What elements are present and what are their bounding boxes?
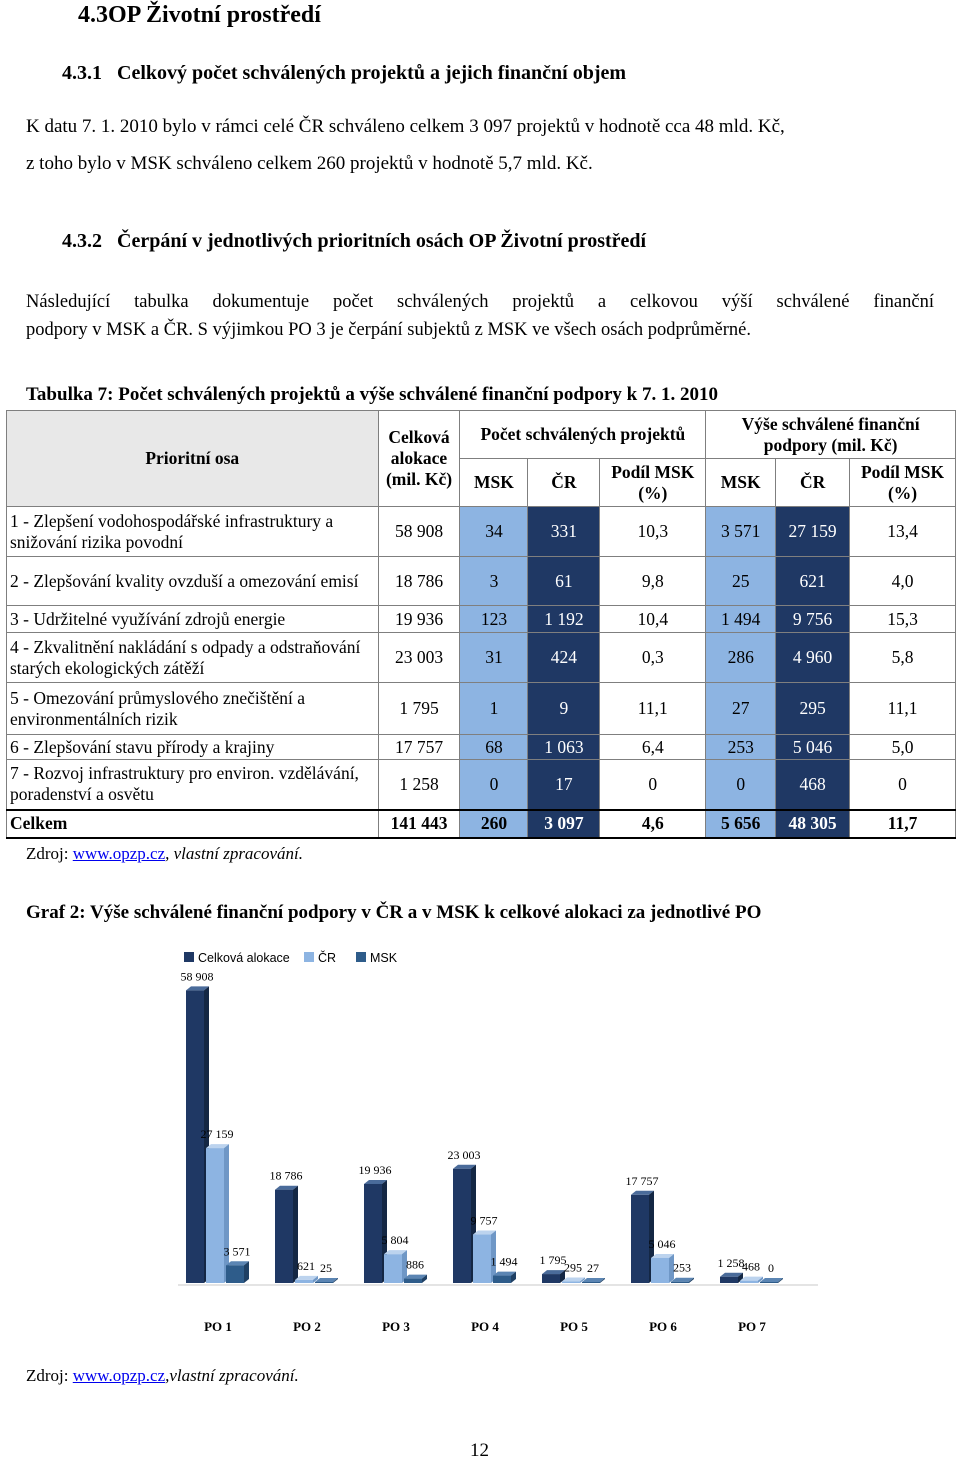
source-suffix: , vlastní zpracování. — [165, 844, 304, 863]
bar-ČR-PO 2 — [295, 1280, 313, 1283]
category-label: PO 3 — [382, 1319, 410, 1334]
source-prefix: Zdroj: — [26, 844, 73, 863]
bar-value-label: 5 804 — [381, 1233, 409, 1248]
total-cnt-share: 4,6 — [600, 810, 706, 838]
chart-bars — [178, 969, 818, 1285]
row-amt-cr: 9 756 — [776, 606, 850, 633]
row-amt-share: 13,4 — [850, 507, 956, 557]
bar-value-label: 1 795 — [539, 1253, 567, 1268]
section-heading: 4.3OP Životní prostředí — [78, 2, 321, 28]
row-amt-cr: 295 — [776, 683, 850, 735]
legend-label-1: ČR — [318, 951, 337, 965]
row-amt-share: 5,0 — [850, 735, 956, 760]
row-cnt-msk: 31 — [460, 633, 528, 683]
bar-value-label: 58 908 — [180, 969, 214, 984]
row-cnt-msk: 68 — [460, 735, 528, 760]
bar-value-label: 295 — [564, 1260, 582, 1275]
row-cnt-share: 0 — [600, 760, 706, 810]
page-number: 12 — [470, 1440, 489, 1461]
header-count-cr: ČR — [528, 459, 600, 507]
bar-side — [224, 1144, 229, 1283]
row-amt-msk: 3 571 — [706, 507, 776, 557]
row-cnt-share: 10,3 — [600, 507, 706, 557]
row-cnt-share: 11,1 — [600, 683, 706, 735]
category-label: PO 1 — [204, 1319, 232, 1334]
category-label: PO 6 — [649, 1319, 677, 1334]
row-axis: 1 - Zlepšení vodohospodářské infrastruktury a snižování rizika povodní — [7, 507, 379, 557]
table-row — [7, 735, 956, 760]
chart-legend — [184, 950, 398, 965]
bar-ČR-PO 6 — [651, 1258, 669, 1283]
row-alloc: 19 936 — [378, 606, 460, 633]
row-alloc: 23 003 — [378, 633, 460, 683]
subsection-heading-1: 4.3.1 Celkový počet schválených projektů a jejich finanční objem — [62, 62, 627, 84]
graph-caption: Graf 2: Výše schválené finanční podpory v ČR a v MSK k celkové alokaci za jednotlivé PO — [26, 902, 762, 923]
row-alloc: 17 757 — [378, 735, 460, 760]
row-cnt-msk: 1 — [460, 683, 528, 735]
subsection-heading-2: 4.3.2 Čerpání v jednotlivých prioritních osách OP Životní prostředí — [62, 230, 647, 252]
row-cnt-share: 9,8 — [600, 557, 706, 606]
bar-value-label: 621 — [297, 1258, 315, 1273]
row-cnt-msk: 34 — [460, 507, 528, 557]
legend-swatch-1 — [304, 952, 314, 962]
table-row — [7, 760, 956, 810]
bar-Celková alokace-PO 2 — [275, 1190, 293, 1283]
row-amt-share: 4,0 — [850, 557, 956, 606]
bar-ČR-PO 3 — [384, 1254, 402, 1283]
bar-Celková alokace-PO 7 — [720, 1277, 738, 1283]
row-cnt-msk: 3 — [460, 557, 528, 606]
table-caption: Tabulka 7: Počet schválených projektů a výše schválené finanční podpory k 7. 1. 2010 — [26, 384, 718, 405]
row-amt-msk: 0 — [706, 760, 776, 810]
row-cnt-share: 6,4 — [600, 735, 706, 760]
row-amt-cr: 27 159 — [776, 507, 850, 557]
table-row — [7, 633, 956, 683]
bar-ČR-PO 4 — [473, 1235, 491, 1283]
bar-value-label: 9 757 — [470, 1213, 498, 1228]
header-count-msk: MSK — [460, 459, 528, 507]
row-cnt-cr: 424 — [528, 633, 600, 683]
header-amount-share: Podíl MSK (%) — [850, 459, 956, 507]
bar-MSK-PO 4 — [493, 1276, 511, 1283]
row-cnt-share: 10,4 — [600, 606, 706, 633]
header-allocation: Celková alokace (mil. Kč) — [378, 411, 460, 507]
row-amt-share: 5,8 — [850, 633, 956, 683]
table-row — [7, 683, 956, 735]
row-amt-share: 15,3 — [850, 606, 956, 633]
row-cnt-msk: 123 — [460, 606, 528, 633]
row-amt-cr: 5 046 — [776, 735, 850, 760]
total-cnt-msk: 260 — [460, 810, 528, 838]
bar-value-label: 1 494 — [490, 1254, 518, 1269]
chart-categories — [204, 1319, 766, 1334]
total-amt-cr: 48 305 — [776, 810, 850, 838]
row-amt-msk: 253 — [706, 735, 776, 760]
row-alloc: 1 258 — [378, 760, 460, 810]
header-axis: Prioritní osa — [7, 411, 379, 507]
row-cnt-cr: 17 — [528, 760, 600, 810]
bar-MSK-PO 1 — [226, 1265, 244, 1283]
bar-ČR-PO 7 — [740, 1281, 758, 1283]
table-row — [7, 557, 956, 606]
bar-Celková alokace-PO 4 — [453, 1169, 471, 1283]
total-amt-msk: 5 656 — [706, 810, 776, 838]
row-axis: 5 - Omezování průmyslového znečištění a environmentálních rizik — [7, 683, 379, 735]
source-prefix: Zdroj: — [26, 1366, 73, 1385]
bar-value-label: 3 571 — [223, 1244, 251, 1259]
legend-label-0: Celková alokace — [198, 951, 290, 965]
source-link[interactable]: www.opzp.cz — [72, 1366, 166, 1385]
projects-table — [6, 410, 956, 839]
bar-value-label: 468 — [742, 1259, 760, 1274]
paragraph-2-line-1: Následující tabulka dokumentuje počet schválených projektů a celkovou výší schválené finanční — [26, 292, 934, 312]
bar-ČR-PO 5 — [562, 1282, 580, 1283]
source-link[interactable]: www.opzp.cz — [72, 844, 166, 863]
bar-value-label: 5 046 — [648, 1236, 676, 1251]
source-suffix: ,vlastní zpracování. — [165, 1366, 299, 1385]
bar-value-label: 1 258 — [717, 1255, 745, 1270]
bar-value-label: 0 — [768, 1261, 774, 1275]
row-amt-cr: 4 960 — [776, 633, 850, 683]
paragraph-1-line-2: z toho bylo v MSK schváleno celkem 260 projektů v hodnotě 5,7 mld. Kč. — [26, 153, 593, 174]
row-amt-msk: 286 — [706, 633, 776, 683]
bar-value-label: 886 — [406, 1257, 424, 1272]
total-cnt-cr: 3 097 — [528, 810, 600, 838]
bar-MSK-PO 2 — [315, 1282, 333, 1283]
row-axis: 4 - Zkvalitnění nakládání s odpady a odstraňování starých ekologických zátěží — [7, 633, 379, 683]
paragraph-1-line-1: K datu 7. 1. 2010 bylo v rámci celé ČR schváleno celkem 3 097 projektů v hodnotě cca 48 mld. Kč, — [26, 116, 785, 137]
total-alloc: 141 443 — [378, 810, 460, 838]
row-alloc: 18 786 — [378, 557, 460, 606]
row-cnt-cr: 1 192 — [528, 606, 600, 633]
row-cnt-msk: 0 — [460, 760, 528, 810]
graph-source — [26, 1366, 299, 1386]
paragraph-2-line-2: podpory v MSK a ČR. S výjimkou PO 3 je čerpání subjektů z MSK ve všech osách podprůměrné. — [26, 320, 752, 340]
bar-value-label: 23 003 — [447, 1147, 481, 1162]
bar-value-label: 253 — [673, 1260, 691, 1275]
header-amount-cr: ČR — [776, 459, 850, 507]
bar-value-label: 19 936 — [358, 1162, 392, 1177]
header-amount-msk: MSK — [706, 459, 776, 507]
bar-Celková alokace-PO 6 — [631, 1195, 649, 1283]
header-count-share: Podíl MSK (%) — [600, 459, 706, 507]
table-row — [7, 507, 956, 557]
row-cnt-cr: 61 — [528, 557, 600, 606]
bar-MSK-PO 3 — [404, 1279, 422, 1283]
category-label: PO 4 — [471, 1319, 499, 1334]
row-amt-share: 11,1 — [850, 683, 956, 735]
bar-value-label: 25 — [320, 1261, 332, 1275]
legend-swatch-0 — [184, 952, 194, 962]
bar-MSK-PO 6 — [671, 1282, 689, 1283]
row-amt-cr: 621 — [776, 557, 850, 606]
table-total-row — [7, 810, 956, 838]
row-axis: 6 - Zlepšování stavu přírody a krajiny — [7, 735, 379, 760]
row-amt-msk: 1 494 — [706, 606, 776, 633]
row-amt-cr: 468 — [776, 760, 850, 810]
bar-value-label: 27 159 — [200, 1127, 234, 1142]
row-alloc: 1 795 — [378, 683, 460, 735]
row-amt-msk: 27 — [706, 683, 776, 735]
row-amt-share: 0 — [850, 760, 956, 810]
bar-value-label: 27 — [587, 1261, 599, 1275]
bar-ČR-PO 1 — [206, 1148, 224, 1283]
allocation-bar-chart — [170, 935, 826, 1345]
table-source — [26, 844, 303, 864]
row-alloc: 58 908 — [378, 507, 460, 557]
bar-Celková alokace-PO 3 — [364, 1184, 382, 1283]
header-count-group: Počet schválených projektů — [460, 411, 706, 459]
row-cnt-share: 0,3 — [600, 633, 706, 683]
legend-swatch-2 — [356, 952, 366, 962]
row-cnt-cr: 331 — [528, 507, 600, 557]
row-axis: 7 - Rozvoj infrastruktury pro environ. vzdělávání, poradenství a osvětu — [7, 760, 379, 810]
row-axis: 3 - Udržitelné využívání zdrojů energie — [7, 606, 379, 633]
category-label: PO 7 — [738, 1319, 766, 1334]
row-cnt-cr: 1 063 — [528, 735, 600, 760]
legend-label-2: MSK — [370, 951, 398, 965]
total-axis: Celkem — [7, 810, 379, 838]
bar-value-label: 18 786 — [269, 1168, 303, 1183]
row-axis: 2 - Zlepšování kvality ovzduší a omezování emisí — [7, 557, 379, 606]
bar-Celková alokace-PO 5 — [542, 1274, 560, 1283]
bar-MSK-PO 7 — [760, 1282, 778, 1283]
category-label: PO 2 — [293, 1319, 321, 1334]
bar-value-label: 17 757 — [625, 1173, 659, 1188]
category-label: PO 5 — [560, 1319, 588, 1334]
header-amount-group: Výše schválené finanční podpory (mil. Kč) — [706, 411, 956, 459]
row-amt-msk: 25 — [706, 557, 776, 606]
row-cnt-cr: 9 — [528, 683, 600, 735]
bar-MSK-PO 5 — [582, 1282, 600, 1283]
table-row — [7, 606, 956, 633]
total-amt-share: 11,7 — [850, 810, 956, 838]
